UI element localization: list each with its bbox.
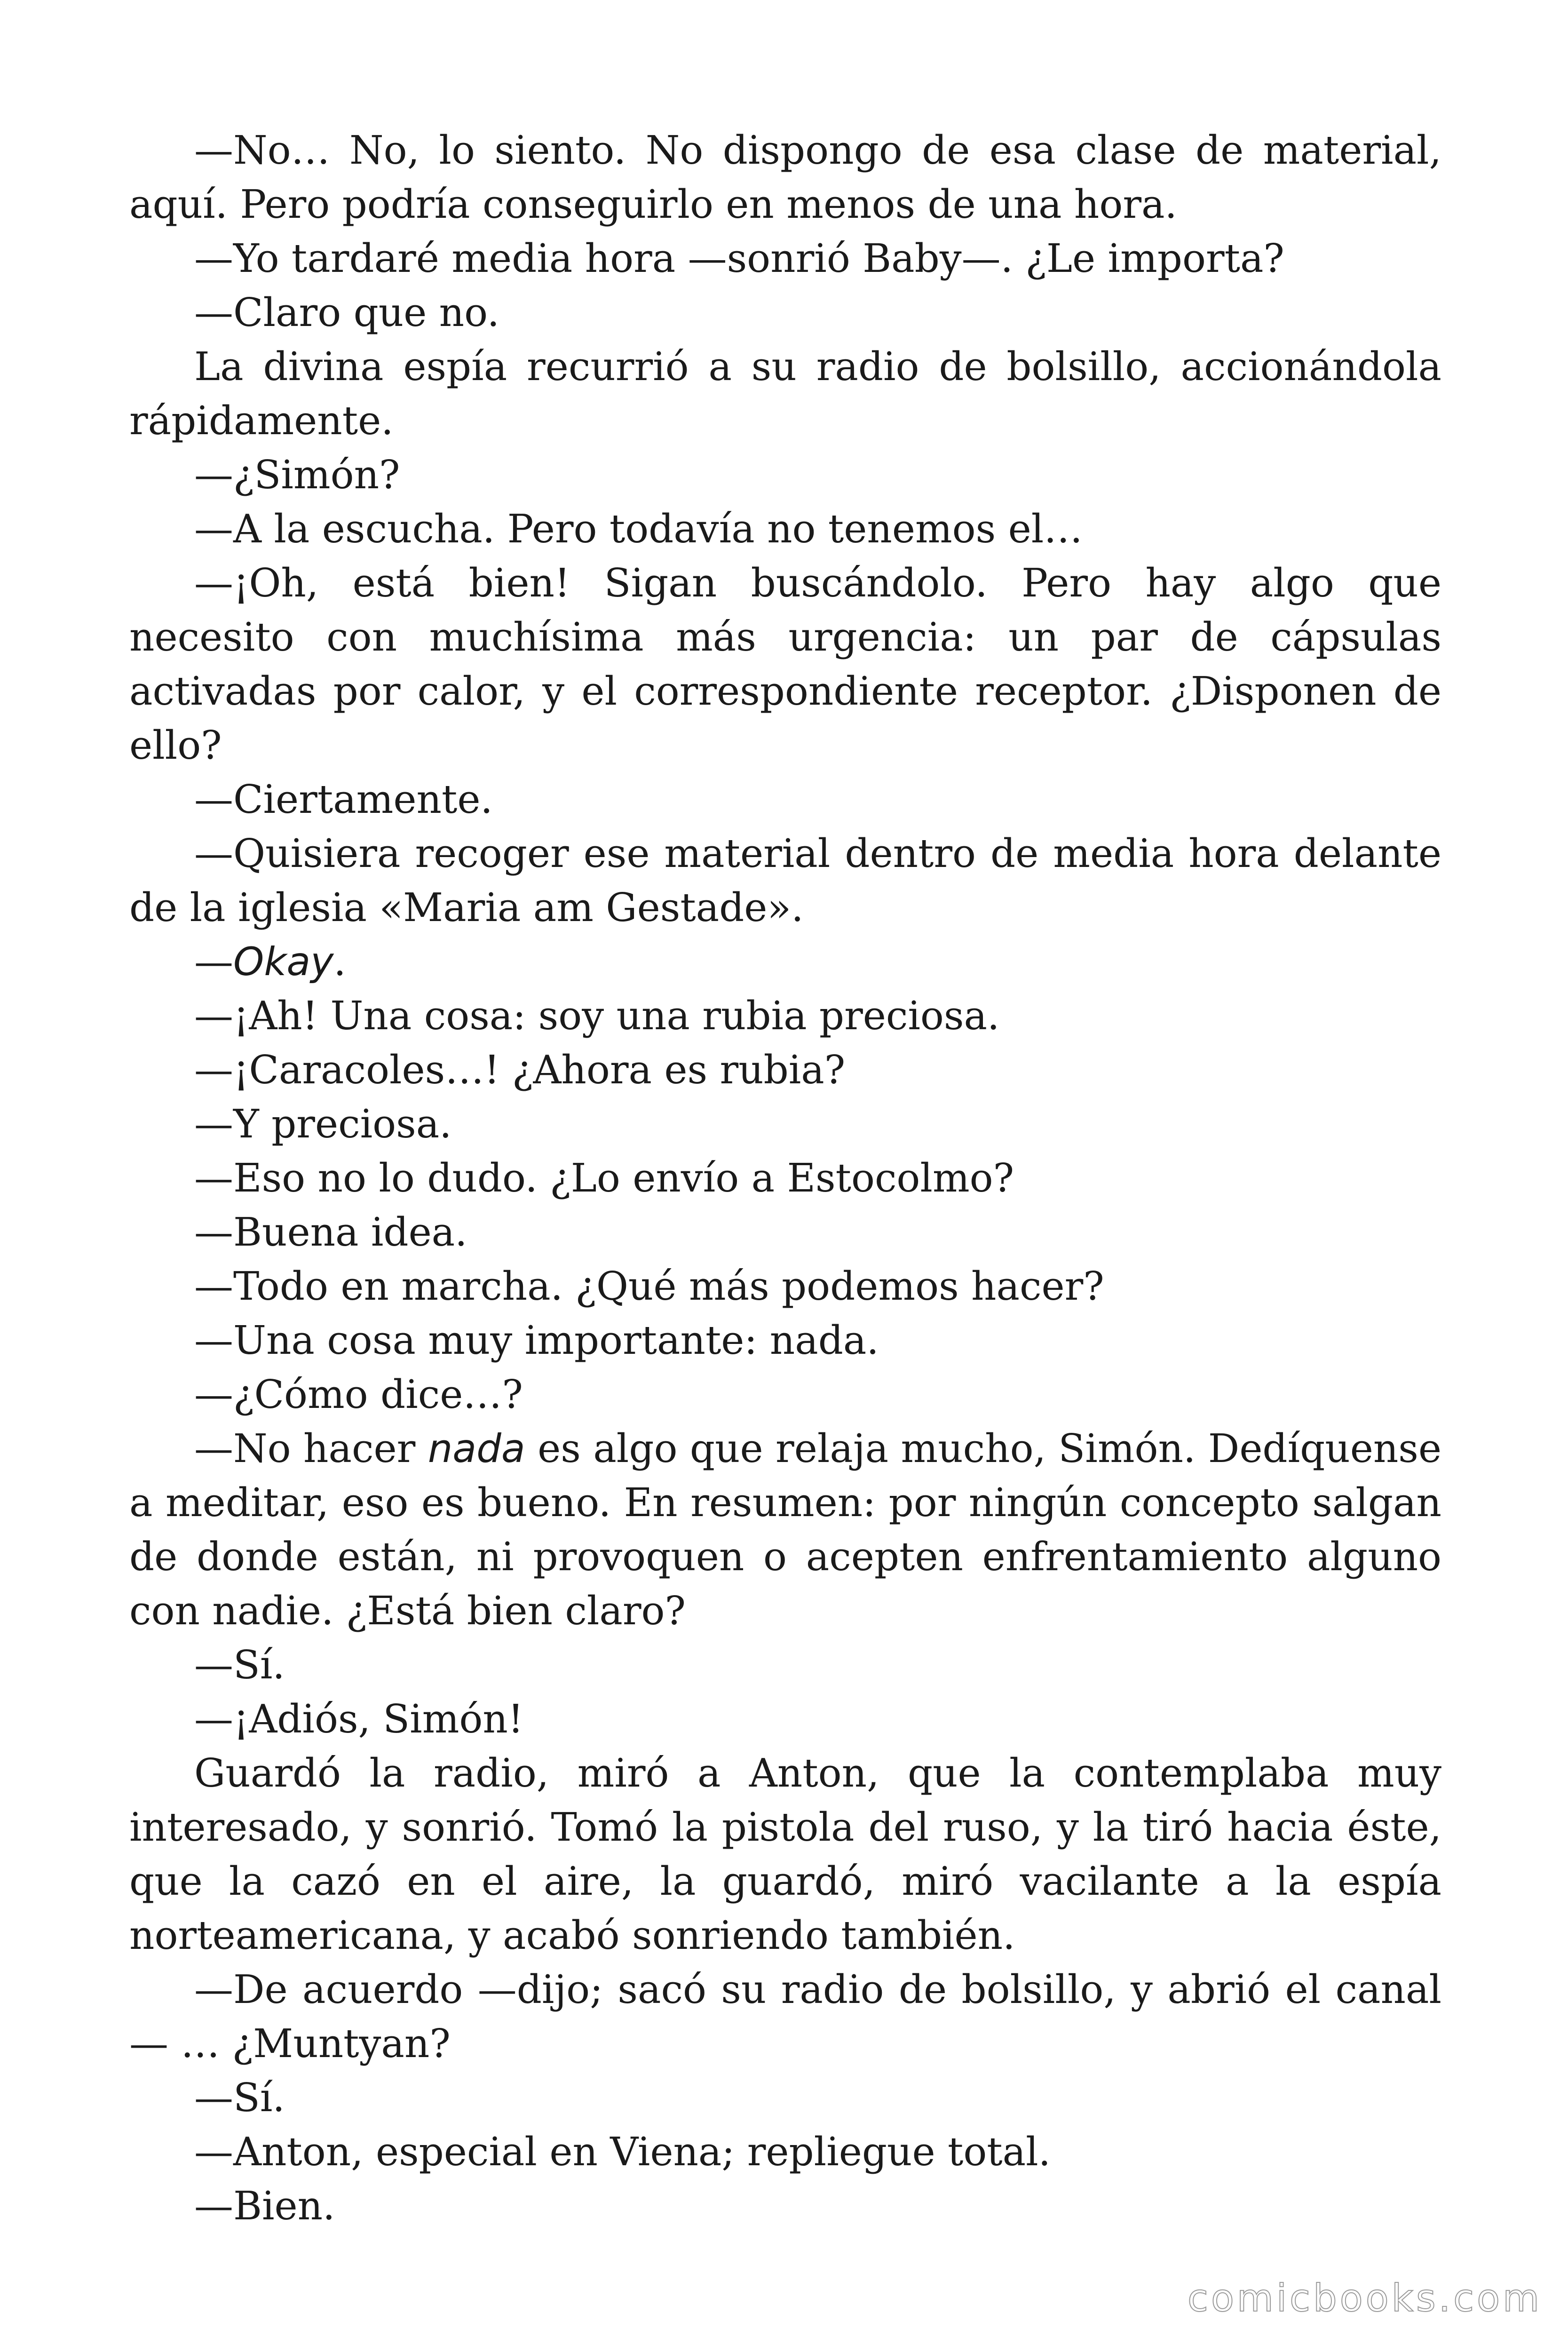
text-run: —Ciertamente. bbox=[194, 777, 493, 822]
text-run: —Sí. bbox=[194, 2075, 285, 2121]
text-run: — bbox=[194, 939, 233, 985]
text-run: —Claro que no. bbox=[194, 290, 500, 335]
paragraph bbox=[129, 935, 1441, 989]
paragraph bbox=[129, 1692, 1441, 1746]
paragraph bbox=[129, 1043, 1441, 1097]
text-run: —No hacer bbox=[194, 1426, 428, 1471]
text-run: —Buena idea. bbox=[194, 1209, 467, 1255]
text-run: es algo que relaja mucho, Simón. Dedíquense a meditar, eso es bueno. En resumen: por ningún concepto salgan de donde están, ni provoquen o acepten enfrentamiento alguno con nadie. ¿Está bien claro? bbox=[129, 1426, 1441, 1634]
paragraph bbox=[129, 556, 1441, 772]
emphasized-text: nada bbox=[428, 1426, 525, 1471]
paragraph bbox=[129, 1963, 1441, 2071]
paragraph bbox=[129, 2125, 1441, 2179]
paragraph bbox=[129, 1205, 1441, 1259]
text-run: —Eso no lo dudo. ¿Lo envío a Estocolmo? bbox=[194, 1155, 1014, 1201]
text-run: —Sí. bbox=[194, 1642, 285, 1688]
paragraph bbox=[129, 1151, 1441, 1205]
text-run: —No… No, lo siento. No dispongo de esa clase de material, aquí. Pero podría conseguirlo en menos de una hora. bbox=[129, 127, 1441, 227]
text-run: —Yo tardaré media hora —sonrió Baby—. ¿Le importa? bbox=[194, 236, 1284, 281]
body-text bbox=[129, 123, 1441, 2233]
text-run: —¡Ah! Una cosa: soy una rubia preciosa. bbox=[194, 993, 1000, 1039]
text-run: —¡Oh, está bien! Sigan buscándolo. Pero hay algo que necesito con muchísima más urgencia: un par de cápsulas activadas por calor, y el correspondiente receptor. ¿Disponen de ello? bbox=[129, 560, 1441, 768]
paragraph bbox=[129, 448, 1441, 502]
text-run: —Quisiera recoger ese material dentro de media hora delante de la iglesia «Maria am Gestade». bbox=[129, 831, 1441, 930]
text-run: . bbox=[333, 939, 346, 985]
paragraph bbox=[129, 826, 1441, 935]
text-run: —¿Simón? bbox=[194, 452, 400, 498]
paragraph bbox=[129, 1367, 1441, 1422]
text-run: —¿Cómo dice…? bbox=[194, 1372, 523, 1417]
text-run: —¡Adiós, Simón! bbox=[194, 1696, 524, 1742]
text-run: —Todo en marcha. ¿Qué más podemos hacer? bbox=[194, 1263, 1104, 1309]
paragraph bbox=[129, 502, 1441, 556]
text-run: La divina espía recurrió a su radio de bolsillo, accionándola rápidamente. bbox=[129, 344, 1441, 444]
text-run: —Una cosa muy importante: nada. bbox=[194, 1318, 879, 1363]
emphasized-text: Okay bbox=[233, 939, 334, 985]
text-run: —¡Caracoles…! ¿Ahora es rubia? bbox=[194, 1047, 846, 1093]
text-run: —A la escucha. Pero todavía no tenemos el… bbox=[194, 506, 1083, 552]
text-run: —Y preciosa. bbox=[194, 1101, 452, 1147]
paragraph bbox=[129, 2179, 1441, 2233]
paragraph bbox=[129, 231, 1441, 286]
paragraph bbox=[129, 772, 1441, 826]
paragraph bbox=[129, 1746, 1441, 1963]
paragraph bbox=[129, 123, 1441, 231]
paragraph bbox=[129, 1313, 1441, 1367]
paragraph bbox=[129, 286, 1441, 340]
paragraph bbox=[129, 1422, 1441, 1638]
text-run: —Bien. bbox=[194, 2183, 335, 2229]
text-run: —De acuerdo —dijo; sacó su radio de bolsillo, y abrió el canal— … ¿Muntyan? bbox=[129, 1967, 1441, 2066]
paragraph bbox=[129, 340, 1441, 448]
paragraph bbox=[129, 1638, 1441, 1692]
paragraph bbox=[129, 1097, 1441, 1151]
paragraph bbox=[129, 989, 1441, 1043]
paragraph bbox=[129, 2071, 1441, 2125]
paragraph bbox=[129, 1259, 1441, 1313]
text-run: Guardó la radio, miró a Anton, que la contemplaba muy interesado, y sonrió. Tomó la pistola del ruso, y la tiró hacia éste, que la cazó en el aire, la guardó, miró vacilante a la espía norteamericana, y acabó sonriendo también. bbox=[129, 1750, 1441, 1958]
watermark: comicbooks.com bbox=[1187, 2276, 1542, 2320]
text-run: —Anton, especial en Viena; repliegue total. bbox=[194, 2129, 1051, 2175]
